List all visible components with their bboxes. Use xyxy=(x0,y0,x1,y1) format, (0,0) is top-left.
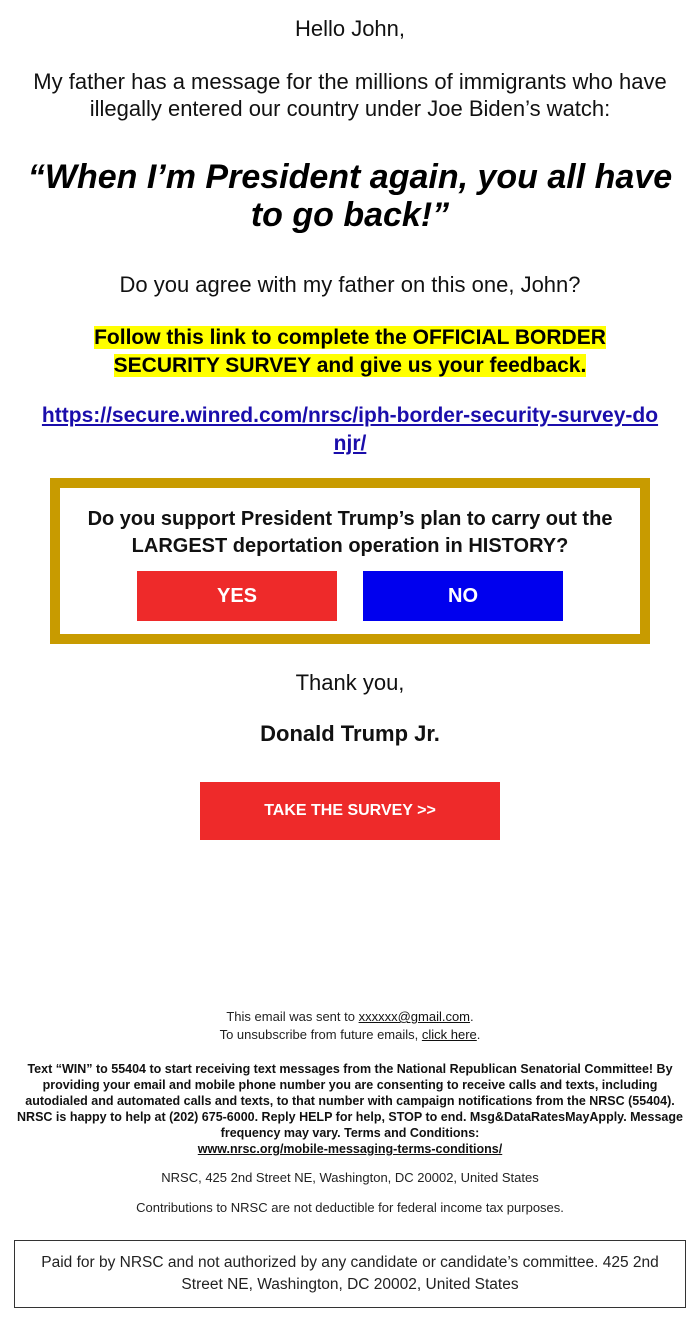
paid-for-text: Paid for by NRSC and not authorized by any candidate or candidate’s committee. 425 2nd Street NE, Washington, DC 20002, United States xyxy=(41,1254,659,1293)
contributions-notice: Contributions to NRSC are not deductible for federal income tax purposes. xyxy=(136,1200,564,1215)
recipient-email-link[interactable]: xxxxxx@gmail.com xyxy=(358,1009,471,1024)
poll-question: Do you support President Trump’s plan to carry out the LARGEST deportation operation in HISTORY? xyxy=(87,508,613,557)
unsubscribe-link[interactable]: click here xyxy=(421,1027,477,1042)
yes-button[interactable]: YES xyxy=(137,571,337,621)
survey-link[interactable]: https://secure.winred.com/nrsc/iph-border-security-survey-donjr/ xyxy=(41,404,659,455)
paid-for-box xyxy=(14,1240,686,1308)
email-body xyxy=(0,0,700,458)
signature: Donald Trump Jr. xyxy=(260,721,440,746)
highlight-text[interactable]: Follow this link to complete the OFFICIAL BORDER SECURITY SURVEY and give us your feedback. xyxy=(94,326,606,377)
question-text: Do you agree with my father on this one, John? xyxy=(119,272,581,297)
unsubscribe-suffix: . xyxy=(476,1027,481,1042)
highlight-callout xyxy=(40,324,660,380)
take-survey-button[interactable]: TAKE THE SURVEY >> xyxy=(200,782,500,840)
sent-suffix: . xyxy=(470,1009,474,1024)
intro-text: My father has a message for the millions of immigrants who have illegally entered our country under Joe Biden’s watch: xyxy=(33,69,667,121)
sms-text: Text “WIN” to 55404 to start receiving text messages from the National Republican Senatorial Committee! By providing your email and mobile phone number you are consenting to receive calls and texts, including autodialed and automated calls and texts, to that number with campaign notifications from the NRSC (55404). NRSC is happy to help at (202) 675-6000. Reply HELP for help, STOP to end. Msg&DataRatesMayApply. Message frequency may vary. Terms and Conditions: xyxy=(17,1062,683,1140)
sent-prefix: This email was sent to xyxy=(226,1009,359,1024)
no-button[interactable]: NO xyxy=(363,571,563,621)
sent-to-line xyxy=(0,1008,700,1026)
footer-notice xyxy=(0,1008,700,1044)
quote-text: “When I’m President again, you all have to go back!” xyxy=(27,158,673,234)
terms-link[interactable]: www.nrsc.org/mobile-messaging-terms-conditions/ xyxy=(197,1142,503,1156)
thanks-text: Thank you, xyxy=(295,670,405,695)
sms-disclaimer xyxy=(14,1061,686,1157)
address-text: NRSC, 425 2nd Street NE, Washington, DC 20002, United States xyxy=(161,1170,539,1185)
poll-box xyxy=(50,478,650,644)
unsubscribe-line xyxy=(0,1026,700,1044)
unsubscribe-prefix: To unsubscribe from future emails, xyxy=(219,1027,422,1042)
greeting: Hello John, xyxy=(294,16,406,41)
